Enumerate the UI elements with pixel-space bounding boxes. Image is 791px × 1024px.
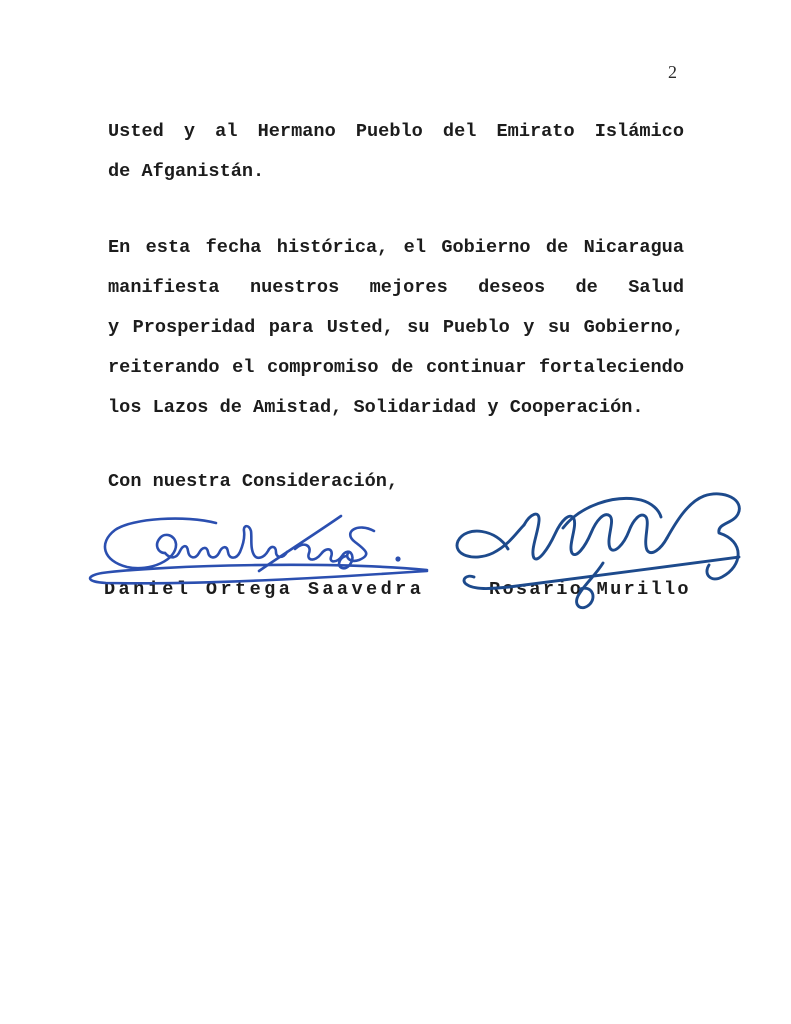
text-line: En esta fecha histórica, el Gobierno de Nicaragua — [108, 237, 684, 258]
text-line: manifiesta nuestros mejores deseos de Salud — [108, 277, 684, 298]
text-line: de Afganistán. — [108, 161, 265, 182]
text-line: reiterando el compromiso de continuar fortaleciendo — [108, 357, 684, 378]
text-line: Usted y al Hermano Pueblo del Emirato Islámico — [108, 121, 684, 142]
text-line: y Prosperidad para Usted, su Pueblo y su Gobierno, — [108, 317, 684, 338]
paragraph-body — [108, 228, 684, 428]
signatory-name-daniel-ortega: Daniel Ortega Saavedra — [104, 579, 425, 600]
text-line: los Lazos de Amistad, Solidaridad y Cooperación. — [108, 397, 644, 418]
paragraph-salutation — [108, 112, 684, 192]
closing-line: Con nuestra Consideración, — [108, 471, 399, 492]
page-number: 2 — [668, 62, 677, 82]
paragraph-closing — [108, 462, 684, 502]
signatory-name-rosario-murillo: Rosario Murillo — [489, 579, 691, 600]
